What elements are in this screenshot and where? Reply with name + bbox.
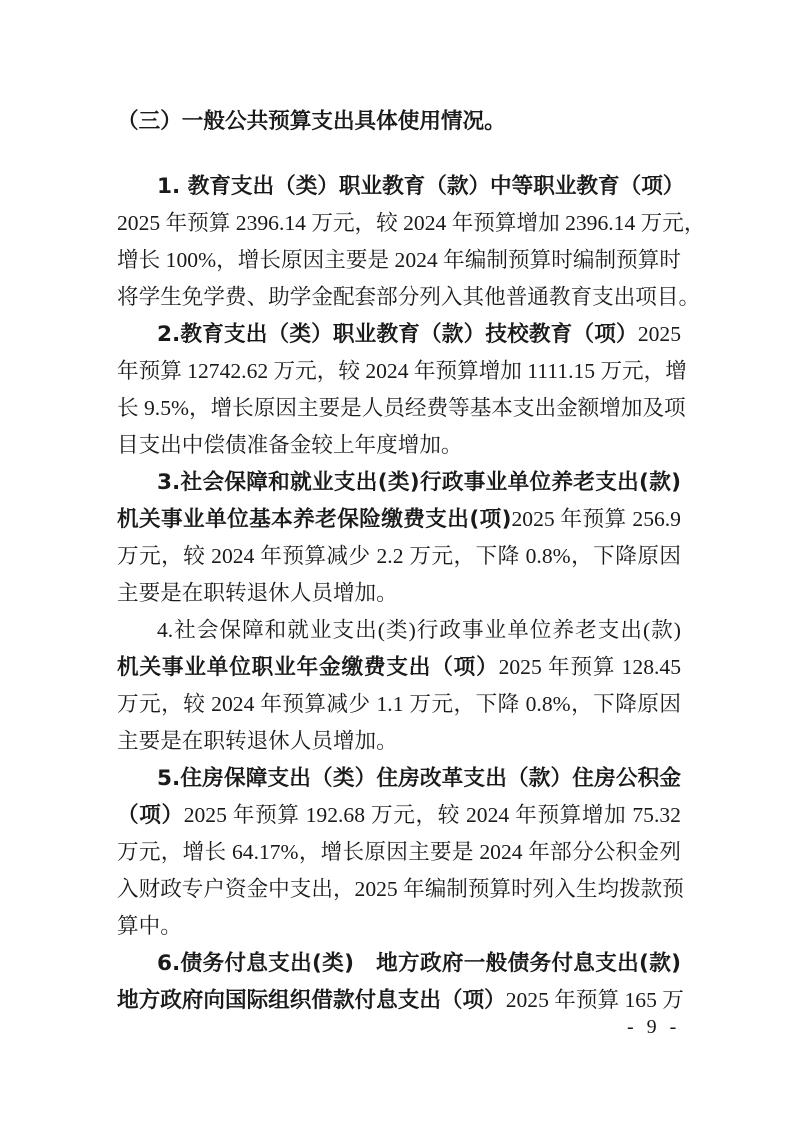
- text-line: [117, 205, 706, 242]
- document-body: [117, 168, 706, 1019]
- text-line: [117, 427, 681, 464]
- body-text: 长 9.5%，增长原因主要是人员经费等基本支出金额增加及项: [117, 396, 686, 420]
- paragraph: [117, 945, 684, 1019]
- paragraph: [117, 464, 681, 612]
- text-line: [117, 464, 681, 501]
- body-text: 万元，较 2024 年预算减少 1.1 万元，下降 0.8%，下降原因: [117, 692, 681, 716]
- text-line: [117, 945, 681, 982]
- section-heading: （三）一般公共预算支出具体使用情况。: [117, 109, 506, 134]
- text-line: [117, 612, 681, 649]
- text-line: [117, 353, 687, 390]
- body-text: 算中。: [117, 914, 182, 938]
- text-line: [117, 908, 681, 945]
- text-line: [117, 501, 681, 538]
- body-text: 2025 年预算 128.45: [498, 655, 681, 679]
- body-text: 入财政专户资金中支出，2025 年编制预算时列入生均拨款预: [117, 877, 684, 901]
- text-line: [117, 538, 681, 575]
- text-line: [117, 168, 685, 205]
- page-number: - 9 -: [627, 1016, 681, 1038]
- text-line: [117, 760, 681, 797]
- body-text: 主要是在职转退休人员增加。: [117, 581, 398, 605]
- body-text: 万元，较 2024 年预算减少 2.2 万元，下降 0.8%，下降原因: [117, 544, 681, 568]
- body-text: 2025 年预算 2396.14 万元，较 2024 年预算增加 2396.14 万元，: [117, 211, 706, 235]
- text-line: [117, 834, 681, 871]
- body-text: 2025 年预算 192.68 万元，较 2024 年预算增加 75.32: [183, 803, 681, 827]
- body-text: 增长 100%，增长原因主要是 2024 年编制预算时编制预算时: [117, 248, 681, 272]
- bold-text: 机关事业单位职业年金缴费支出（项）: [117, 655, 499, 680]
- body-text: 2025: [637, 322, 681, 346]
- paragraph: [117, 612, 681, 760]
- body-text: 2025 年预算 256.9: [511, 507, 681, 531]
- paragraph: [117, 168, 706, 316]
- text-line: [117, 279, 701, 316]
- bold-text: 3.社会保障和就业支出(类)行政事业单位养老支出(款): [157, 470, 681, 495]
- body-text: 万元，增长 64.17%，增长原因主要是 2024 年部分公积金列: [117, 840, 681, 864]
- text-line: [117, 390, 686, 427]
- body-text: 目支出中偿债准备金较上年度增加。: [117, 433, 463, 457]
- text-line: [117, 871, 684, 908]
- body-text: 主要是在职转退休人员增加。: [117, 729, 398, 753]
- text-line: [117, 982, 684, 1019]
- bold-text: （项）: [117, 803, 184, 828]
- text-line: [117, 242, 681, 279]
- body-text: 4.社会保障和就业支出(类)行政事业单位养老支出(款): [157, 618, 681, 642]
- text-line: [117, 575, 681, 612]
- text-line: [117, 723, 681, 760]
- bold-text: 5.住房保障支出（类）住房改革支出（款）住房公积金: [157, 766, 681, 791]
- body-text: 2025 年预算 165 万: [505, 988, 684, 1012]
- bold-text: 机关事业单位基本养老保险缴费支出(项): [117, 507, 512, 532]
- body-text: 年预算 12742.62 万元，较 2024 年预算增加 1111.15 万元，增: [117, 359, 687, 383]
- paragraph: [117, 316, 687, 464]
- paragraph: [117, 760, 684, 945]
- text-line: [117, 686, 681, 723]
- bold-text: 2.教育支出（类）职业教育（款）技校教育（项）: [157, 322, 638, 347]
- text-line: [117, 316, 681, 353]
- body-text: 将学生免学费、助学金配套部分列入其他普通教育支出项目。: [117, 285, 701, 309]
- bold-text: 地方政府向国际组织借款付息支出（项）: [117, 988, 506, 1013]
- text-line: [117, 797, 681, 834]
- bold-text: 1. 教育支出（类）职业教育（款）中等职业教育（项）: [157, 174, 685, 199]
- bold-text: 6.债务付息支出(类) 地方政府一般债务付息支出(款): [157, 951, 681, 976]
- text-line: [117, 649, 681, 686]
